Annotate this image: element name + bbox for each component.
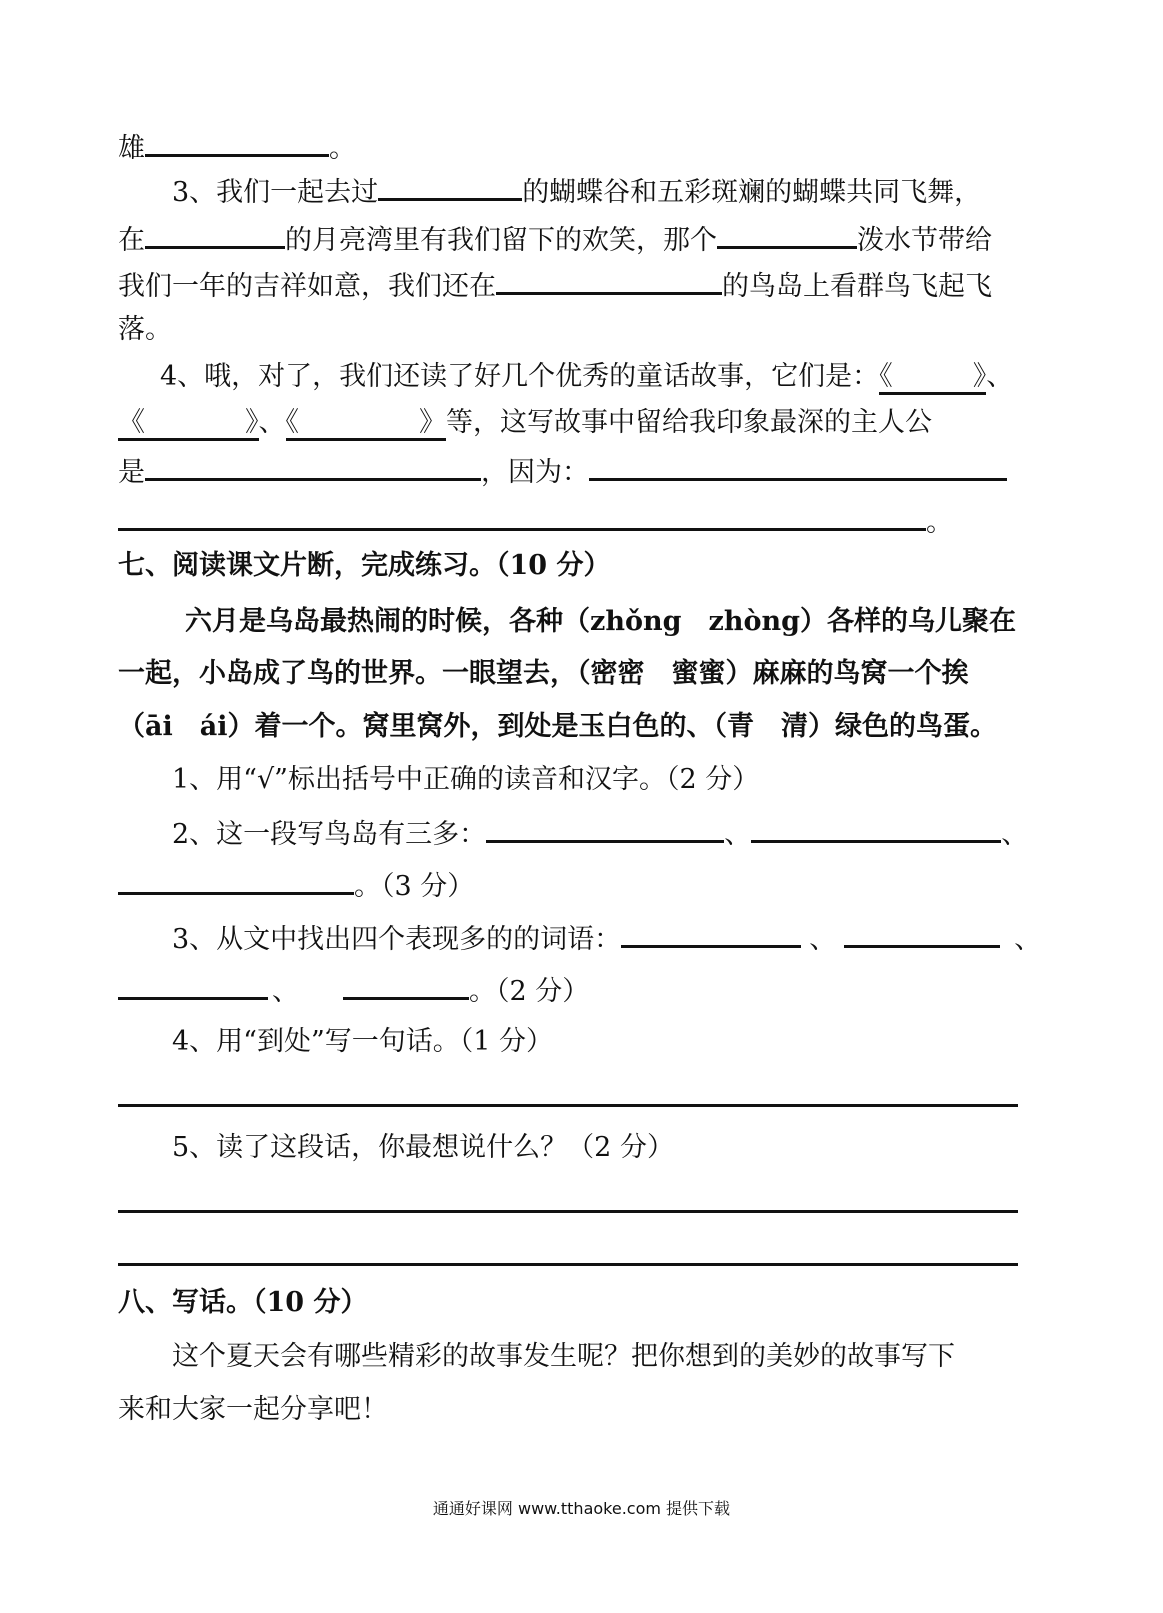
text: 2、这一段写鸟岛有三多： [172, 819, 487, 850]
text: 的蝴蝶谷和五彩斑斓的蝴蝶共同飞舞， [522, 177, 982, 208]
q4-line-1: 4、哦，对了，我们还读了好几个优秀的童话故事，它们是：《 》、 [160, 357, 1013, 397]
question-4: 4、用“到处”写一句话。（1 分） [172, 1026, 554, 1057]
answer-line-q4[interactable] [118, 1104, 1018, 1107]
footer-credit: 通通好课网 www.tthaoke.com 提供下载 [432, 1499, 731, 1518]
text: ，因为： [481, 457, 589, 488]
text: 泼水节带给 [857, 225, 992, 256]
question-2: 2、这一段写鸟岛有三多： 、 、 [172, 812, 1028, 855]
question-3: 3、从文中找出四个表现多的的词语： 、 、 [172, 917, 1041, 960]
writing-prompt-1: 这个夏天会有哪些精彩的故事发生呢？把你想到的美妙的故事写下 [172, 1341, 955, 1372]
text: 4、哦，对了，我们还读了好几个优秀的童话故事，它们是： [160, 361, 880, 392]
answer-line-1 [118, 126, 356, 169]
text-end: 。 [329, 133, 356, 164]
blank[interactable] [343, 969, 469, 1000]
blank[interactable] [118, 864, 354, 895]
passage-line-3: （āi ái）着一个。窝里窝外，到处是玉白色的、（青 清）绿色的鸟蛋。 [118, 711, 998, 742]
text: 落。 [118, 314, 172, 345]
blank[interactable] [118, 969, 268, 1000]
passage-line-1: 六月是乌岛最热闹的时候，各种（zhǒng zhòng）各样的乌儿聚在 [185, 606, 1016, 637]
q4-line-3 [118, 450, 1007, 493]
question-5: 5、读了这段话，你最想说什么？（2 分） [172, 1132, 674, 1163]
book-title-blank-3[interactable]: 《 》 [286, 407, 447, 441]
text: 在 [118, 225, 145, 256]
text: 。（3 分） [354, 871, 475, 902]
q4-line-2: 《 》、《 》等，这写故事中留给我印象最深的主人公 [118, 403, 932, 443]
blank[interactable] [844, 917, 1000, 948]
blank[interactable] [717, 218, 857, 249]
book-title-blank-1[interactable]: 《 》 [879, 361, 986, 395]
question-2-cont [118, 864, 474, 907]
question-1: 1、用“√”标出括号中正确的读音和汉字。（2 分） [172, 764, 760, 795]
writing-prompt-2: 来和大家一起分享吧！ [118, 1394, 388, 1425]
blank[interactable] [621, 917, 801, 948]
section-7-title: 七、阅读课文片断，完成练习。（10 分） [118, 550, 611, 581]
text-start: 雄 [118, 133, 145, 164]
blank[interactable] [486, 812, 724, 843]
text: 3、从文中找出四个表现多的的词语： [172, 924, 622, 955]
answer-line-q5-1[interactable] [118, 1210, 1018, 1213]
text: 是 [118, 457, 145, 488]
answer-line-q5-2[interactable] [118, 1263, 1018, 1266]
text: 等，这写故事中留给我印象最深的主人公 [446, 407, 932, 438]
text: 。（2 分） [469, 976, 590, 1007]
q3-line-2 [118, 218, 992, 261]
blank[interactable] [496, 264, 722, 295]
question-3-cont: 、 。（2 分） [118, 969, 589, 1012]
q3-line-4 [118, 310, 172, 350]
blank[interactable] [145, 218, 285, 249]
q3-line-3 [118, 264, 992, 307]
protagonist-blank[interactable] [145, 450, 481, 481]
reason-blank-2[interactable] [118, 500, 926, 531]
blank[interactable] [378, 170, 522, 201]
text: 的鸟岛上看群鸟飞起飞 [722, 271, 992, 302]
reason-blank[interactable] [589, 450, 1007, 481]
text: 。 [926, 507, 953, 538]
text: 的月亮湾里有我们留下的欢笑，那个 [285, 225, 717, 256]
text: 我们一年的吉祥如意，我们还在 [118, 271, 496, 302]
blank[interactable] [751, 812, 1001, 843]
book-title-blank-2[interactable]: 《 》 [118, 407, 259, 441]
q3-line-1 [172, 170, 981, 213]
section-8-title: 八、写话。（10 分） [118, 1287, 368, 1318]
passage-line-2: 一起，小岛成了鸟的世界。一眼望去，（密密 蜜蜜）麻麻的鸟窝一个挨 [118, 658, 969, 689]
blank[interactable] [145, 126, 329, 157]
text: 3、我们一起去过 [172, 177, 379, 208]
q4-line-4 [118, 500, 953, 543]
